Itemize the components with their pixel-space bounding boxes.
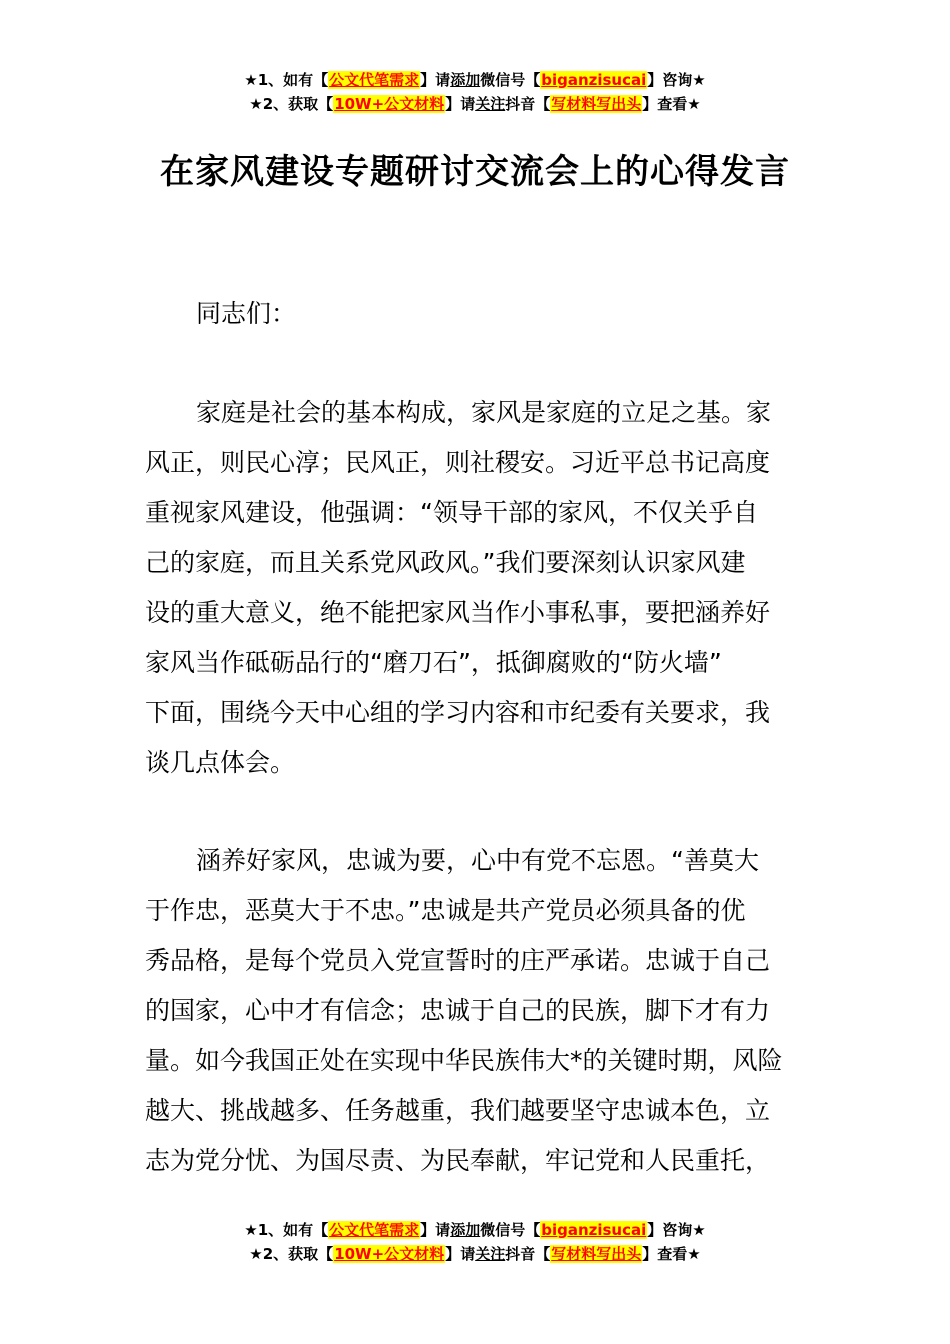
- paragraph-1-line: 谈几点体会。: [145, 748, 296, 777]
- footer-banner-line-1: [0, 1218, 950, 1242]
- footer-line1-suffix: 】咨询★: [647, 1221, 706, 1239]
- header-banner-line-1: [0, 68, 950, 92]
- header-line1-add-text: 添加: [450, 71, 481, 89]
- paragraph-2: [145, 836, 810, 1186]
- footer-line1-prefix: ★1、如有【: [244, 1221, 329, 1239]
- salutation: 同志们：: [196, 299, 297, 328]
- footer-line1-wechat-id: biganzisucai: [541, 1221, 647, 1239]
- header-line1-wechat-id: biganzisucai: [541, 71, 647, 89]
- header-banner: [0, 68, 950, 116]
- footer-line2-prefix: ★2、获取【: [249, 1245, 334, 1263]
- paragraph-1-line: 家庭是社会的基本构成，家风是家庭的立足之基。家: [196, 398, 772, 427]
- paragraph-2-line: 涵养好家风，忠诚为要，心中有党不忘恩。“善莫大: [196, 846, 759, 875]
- header-line2-mid: 】请: [445, 95, 476, 113]
- document-title: 在家风建设专题研讨交流会上的心得发言: [160, 152, 790, 192]
- footer-line1-highlight-service: 公文代笔需求: [329, 1221, 420, 1239]
- header-line1-highlight-service: 公文代笔需求: [329, 71, 420, 89]
- paragraph-2-line: 越大、挑战越多、任务越重，我们越要坚守忠诚本色，立: [145, 1096, 771, 1125]
- footer-line2-douyin-id: 写材料写出头: [551, 1245, 642, 1263]
- header-line2-follow-text: 关注: [475, 95, 506, 113]
- paragraph-1: [145, 388, 810, 788]
- header-line2-highlight-materials: 10W+公文材料: [334, 95, 445, 113]
- paragraph-1-line: 重视家风建设，他强调：“领导干部的家风，不仅关乎自: [145, 498, 758, 527]
- paragraph-2-line: 志为党分忧、为国尽责、为民奉献，牢记党和人民重托，: [145, 1146, 771, 1175]
- footer-line1-add-text: 添加: [450, 1221, 481, 1239]
- header-line2-mid2: 抖音【: [505, 95, 551, 113]
- paragraph-2-line: 秀品格，是每个党员入党宣誓时的庄严承诺。忠诚于自己: [145, 946, 771, 975]
- header-line2-prefix: ★2、获取【: [249, 95, 334, 113]
- header-line1-mid: 】请: [420, 71, 451, 89]
- paragraph-2-line: 量。如今我国正处在实现中华民族伟大*的关键时期，风险: [145, 1046, 783, 1075]
- paragraph-1-line: 设的重大意义，绝不能把家风当作小事私事，要把涵养好: [145, 598, 771, 627]
- paragraph-1-line: 风正，则民心淳；民风正，则社稷安。习近平总书记高度: [145, 448, 771, 477]
- footer-line2-follow-text: 关注: [475, 1245, 506, 1263]
- paragraph-2-line: 于作忠，恶莫大于不忠。”忠诚是共产党员必须具备的优: [145, 896, 746, 925]
- header-line2-suffix: 】查看★: [642, 95, 701, 113]
- footer-line1-mid2: 微信号【: [480, 1221, 541, 1239]
- paragraph-1-line: 下面，围绕今天中心组的学习内容和市纪委有关要求，我: [145, 698, 771, 727]
- footer-line2-suffix: 】查看★: [642, 1245, 701, 1263]
- footer-line2-highlight-materials: 10W+公文材料: [334, 1245, 445, 1263]
- paragraph-1-line: 己的家庭，而且关系党风政风。”我们要深刻认识家风建: [145, 548, 746, 577]
- footer-banner-line-2: [0, 1242, 950, 1266]
- footer-line1-mid: 】请: [420, 1221, 451, 1239]
- footer-banner: [0, 1218, 950, 1266]
- header-line1-prefix: ★1、如有【: [244, 71, 329, 89]
- header-banner-line-2: [0, 92, 950, 116]
- header-line1-suffix: 】咨询★: [647, 71, 706, 89]
- header-line2-douyin-id: 写材料写出头: [551, 95, 642, 113]
- footer-line2-mid: 】请: [445, 1245, 476, 1263]
- footer-line2-mid2: 抖音【: [505, 1245, 551, 1263]
- paragraph-1-line: 家风当作砥砺品行的“磨刀石”，抵御腐败的“防火墙”: [145, 648, 722, 677]
- paragraph-2-line: 的国家，心中才有信念；忠诚于自己的民族，脚下才有力: [145, 996, 771, 1025]
- header-line1-mid2: 微信号【: [480, 71, 541, 89]
